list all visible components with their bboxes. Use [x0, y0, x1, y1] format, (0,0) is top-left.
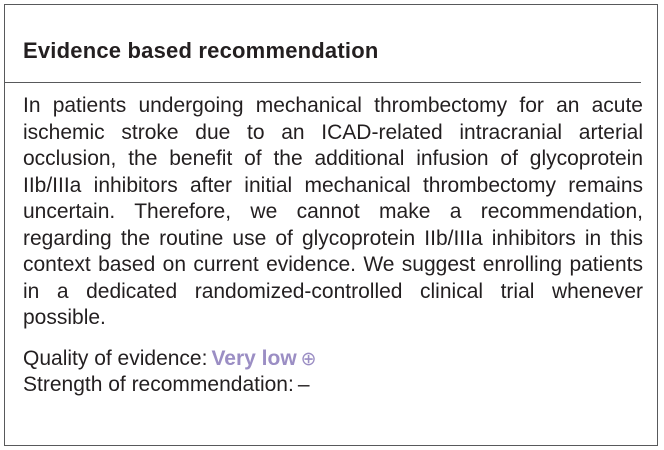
quality-value: Very low [211, 346, 297, 370]
recommendation-text: In patients undergoing mechanical thrombectomy for an acute ischemic stroke due to an ICAD-related intracranial arterial occlusion, the benefit of the additional infusion of glycoprotein IIb/IIIa inhibitors after initial mechanical thrombectomy remains uncertain. Therefore, we cannot make a recommendation, regarding the routine use of glycoprotein IIb/IIIa inhibitors in this context based on current evidence. We suggest enrolling patients in a dedicated randomized-controlled clinical trial whenever possible. [23, 94, 643, 329]
recommendation-box [4, 4, 658, 446]
strength-of-recommendation-line [23, 372, 643, 398]
recommendation-content [23, 36, 643, 66]
recommendation-body [23, 83, 643, 398]
quality-circle-plus-icon: ⊕ [300, 347, 317, 370]
quality-label: Quality of evidence: [23, 346, 208, 370]
strength-value: – [297, 372, 310, 396]
strength-label: Strength of recommendation: [23, 372, 294, 396]
quality-of-evidence-line [23, 346, 643, 372]
box-title: Evidence based recommendation [23, 38, 379, 63]
recommendation-meta [23, 346, 643, 398]
